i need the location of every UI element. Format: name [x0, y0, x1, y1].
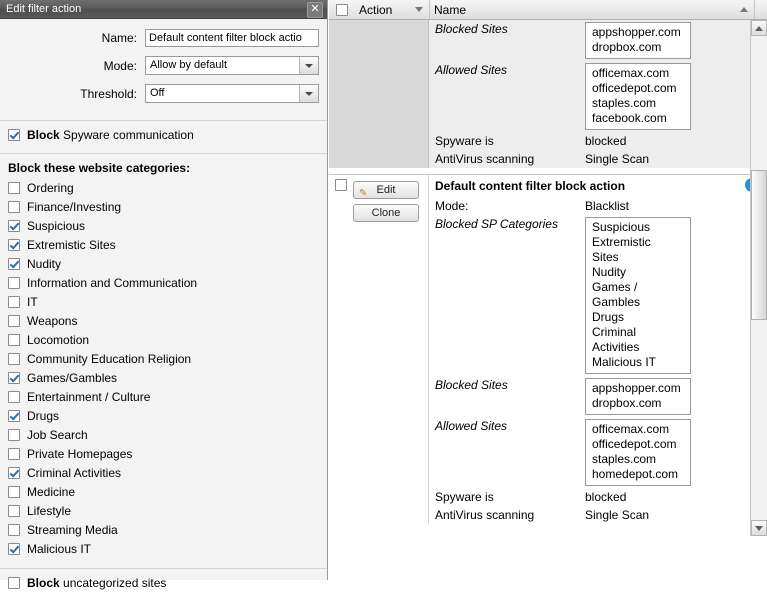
- field-label: Allowed Sites: [435, 63, 508, 77]
- name-row: [8, 29, 319, 47]
- column-header-name-label: Name: [434, 2, 467, 17]
- chevron-down-icon[interactable]: [299, 57, 318, 74]
- category-entry: Drugs: [592, 310, 625, 324]
- category-checkbox[interactable]: [8, 277, 20, 289]
- select-all-checkbox[interactable]: [329, 4, 355, 16]
- category-label: Nudity: [27, 256, 62, 271]
- field-label: Mode:: [435, 199, 469, 213]
- block-uncategorized-label: [27, 576, 166, 590]
- chevron-down-icon[interactable]: [299, 85, 318, 102]
- category-checkbox[interactable]: [8, 334, 20, 346]
- sort-ascending-icon[interactable]: [740, 7, 748, 12]
- block-spyware-checkbox[interactable]: [8, 129, 20, 141]
- field-label: Spyware is: [435, 490, 494, 504]
- field-value: [579, 61, 767, 132]
- category-label: Streaming Media: [27, 522, 118, 537]
- category-label: Private Homepages: [27, 446, 133, 461]
- field-value: Single Scan: [585, 152, 650, 166]
- category-checkbox[interactable]: [8, 296, 20, 308]
- dialog-form: [0, 19, 327, 116]
- threshold-row: [8, 84, 319, 103]
- block-spyware-bold: Block: [27, 128, 60, 142]
- detail-row-mode: [429, 197, 767, 215]
- row-select-checkbox[interactable]: [335, 179, 347, 191]
- table-row[interactable]: [329, 20, 767, 168]
- category-label: Lifestyle: [27, 503, 72, 518]
- detail-row-spyware: [429, 132, 767, 150]
- category-checkbox[interactable]: [8, 220, 20, 232]
- sites-box: [585, 63, 691, 130]
- category-row-drugs[interactable]: [8, 406, 327, 425]
- field-value: [579, 376, 767, 417]
- field-label: AntiVirus scanning: [435, 508, 535, 522]
- field-value: blocked: [585, 490, 627, 504]
- block-uncategorized-bold: Block: [27, 576, 60, 590]
- category-row-extremistic-sites[interactable]: [8, 235, 327, 254]
- mode-select-value: Allow by default: [150, 59, 228, 71]
- category-row-nudity[interactable]: [8, 254, 327, 273]
- category-row-criminal-activities[interactable]: [8, 463, 327, 482]
- category-entry: Malicious IT: [592, 355, 657, 369]
- category-row-malicious-it[interactable]: [8, 539, 327, 558]
- categories-heading: Block these website categories:: [8, 161, 191, 175]
- field-value: [579, 215, 767, 376]
- clone-button-label: Clone: [371, 207, 401, 219]
- category-row-ordering[interactable]: [8, 178, 327, 197]
- category-label: Games/Gambles: [27, 370, 118, 385]
- category-label: Locomotion: [27, 332, 90, 347]
- scrollbar-thumb[interactable]: [751, 170, 767, 320]
- category-checkbox[interactable]: [8, 486, 20, 498]
- category-checkbox[interactable]: [8, 182, 20, 194]
- category-checkbox[interactable]: [8, 372, 20, 384]
- category-checkbox[interactable]: [8, 448, 20, 460]
- site-entry: officemax.com: [592, 422, 670, 436]
- scroll-up-icon[interactable]: [751, 20, 767, 36]
- field-value: Single Scan: [585, 508, 650, 522]
- category-checkbox[interactable]: [8, 429, 20, 441]
- category-entry: Suspicious: [592, 220, 651, 234]
- dialog-titlebar: [0, 0, 327, 19]
- detail-row-title: [429, 175, 767, 197]
- name-label: Name:: [101, 31, 137, 45]
- category-row-private-homepages[interactable]: [8, 444, 327, 463]
- category-label: Entertainment / Culture: [27, 389, 151, 404]
- category-row-locomotion[interactable]: [8, 330, 327, 349]
- grid-header: [329, 0, 767, 20]
- category-label: Finance/Investing: [27, 199, 122, 214]
- site-entry: staples.com: [592, 452, 657, 466]
- select-all-box[interactable]: [336, 4, 348, 16]
- row-detail: [429, 175, 767, 524]
- category-entry: Gambles: [592, 295, 641, 309]
- category-row-medicine[interactable]: [8, 482, 327, 501]
- category-label: Job Search: [27, 427, 88, 442]
- block-spyware-row[interactable]: [0, 121, 327, 149]
- detail-row-antivirus: [429, 506, 767, 524]
- sites-box: [585, 22, 691, 59]
- category-row-job-search[interactable]: [8, 425, 327, 444]
- category-checkbox[interactable]: [8, 258, 20, 270]
- block-uncategorized-rest: uncategorized sites: [59, 576, 167, 590]
- category-row-suspicious[interactable]: [8, 216, 327, 235]
- category-entry: Extremistic: [592, 235, 651, 249]
- mode-select[interactable]: [145, 56, 319, 75]
- site-entry: officedepot.com: [592, 437, 677, 451]
- category-row-information-and-communication[interactable]: [8, 273, 327, 292]
- field-value: blocked: [585, 134, 627, 148]
- record-title-cell: [429, 175, 767, 197]
- mode-row: [8, 56, 319, 75]
- category-checkbox[interactable]: [8, 315, 20, 327]
- category-row-it[interactable]: [8, 292, 327, 311]
- field-value: [579, 20, 767, 61]
- category-entry: Criminal: [592, 325, 637, 339]
- category-checkbox[interactable]: [8, 239, 20, 251]
- field-label: AntiVirus scanning: [435, 152, 535, 166]
- detail-row-blocked-sites: [429, 376, 767, 417]
- category-label: Ordering: [27, 180, 74, 195]
- block-spyware-label: [27, 128, 194, 142]
- category-checkbox[interactable]: [8, 467, 20, 479]
- table-row-selected[interactable]: [329, 174, 767, 524]
- field-value: [579, 417, 767, 488]
- sort-descending-icon[interactable]: [415, 7, 423, 12]
- category-checkbox[interactable]: [8, 524, 20, 536]
- category-row-finance-investing[interactable]: [8, 197, 327, 216]
- dialog-title: Edit filter action: [6, 3, 82, 15]
- pencil-icon: ✎: [359, 188, 368, 199]
- category-entry: Nudity: [592, 265, 627, 279]
- block-spyware-rest: Spyware communication: [59, 128, 194, 142]
- site-entry: homedepot.com: [592, 467, 679, 481]
- detail-row-spyware: [429, 488, 767, 506]
- categories-box: [585, 217, 691, 374]
- site-entry: dropbox.com: [592, 396, 662, 410]
- category-label: Suspicious: [27, 218, 86, 233]
- filter-action-grid: [329, 0, 767, 580]
- category-row-community-education-religion[interactable]: [8, 349, 327, 368]
- row-gutter: [329, 20, 429, 168]
- vertical-scrollbar[interactable]: [750, 20, 767, 536]
- category-entry: Sites: [592, 250, 619, 264]
- column-header-action-label: Action: [359, 2, 393, 17]
- field-label: Spyware is: [435, 134, 494, 148]
- block-uncategorized-row[interactable]: [0, 569, 327, 597]
- category-label: Criminal Activities: [27, 465, 122, 480]
- category-label: Malicious IT: [27, 541, 92, 556]
- field-value: Blacklist: [585, 199, 630, 213]
- site-entry: dropbox.com: [592, 40, 662, 54]
- block-uncategorized-checkbox[interactable]: [8, 577, 20, 589]
- category-entry: Games /: [592, 280, 638, 294]
- category-label: Drugs: [27, 408, 60, 423]
- threshold-select-value: Off: [150, 87, 165, 99]
- row-detail: [429, 20, 767, 168]
- mode-label: Mode:: [103, 58, 137, 73]
- field-label: Allowed Sites: [435, 419, 508, 433]
- site-entry: officemax.com: [592, 66, 670, 80]
- sites-box: [585, 378, 691, 415]
- site-entry: officedepot.com: [592, 81, 677, 95]
- category-label: Medicine: [27, 484, 76, 499]
- detail-row-antivirus: [429, 150, 767, 168]
- category-checkbox[interactable]: [8, 353, 20, 365]
- category-row-lifestyle[interactable]: [8, 501, 327, 520]
- category-checkbox[interactable]: [8, 391, 20, 403]
- category-checkbox[interactable]: [8, 410, 20, 422]
- category-checkbox[interactable]: [8, 505, 20, 517]
- grid-body: [329, 20, 767, 536]
- threshold-label: Threshold:: [80, 86, 137, 101]
- site-entry: staples.com: [592, 96, 657, 110]
- category-label: Community Education Religion: [27, 351, 192, 366]
- detail-row-allowed-sites: [429, 417, 767, 488]
- sites-box: [585, 419, 691, 486]
- close-icon[interactable]: ✕: [307, 2, 323, 18]
- clone-button[interactable]: [353, 204, 419, 222]
- category-row-entertainment-culture[interactable]: [8, 387, 327, 406]
- row-gutter: [329, 175, 429, 524]
- field-label: Blocked Sites: [435, 22, 508, 36]
- threshold-select[interactable]: [145, 84, 319, 103]
- category-label: IT: [27, 294, 38, 309]
- site-entry: appshopper.com: [592, 381, 681, 395]
- site-entry: facebook.com: [592, 111, 667, 125]
- category-checkbox[interactable]: [8, 201, 20, 213]
- category-row-weapons[interactable]: [8, 311, 327, 330]
- detail-row-blocked-sites: [429, 20, 767, 61]
- category-label: Extremistic Sites: [27, 237, 116, 252]
- category-entry: Activities: [592, 340, 640, 354]
- field-label: Blocked Sites: [435, 378, 508, 392]
- category-label: Information and Communication: [27, 275, 198, 290]
- record-title: Default content filter block action: [435, 179, 626, 193]
- edit-button-label: Edit: [376, 184, 396, 196]
- category-row-games-gambles[interactable]: [8, 368, 327, 387]
- category-checkbox[interactable]: [8, 543, 20, 555]
- category-label: Weapons: [27, 313, 78, 328]
- field-label: Blocked SP Categories: [435, 217, 558, 231]
- column-header-action[interactable]: [355, 0, 430, 19]
- detail-row-blocked-categories: [429, 215, 767, 376]
- category-row-streaming-media[interactable]: [8, 520, 327, 539]
- column-header-name[interactable]: [430, 0, 755, 19]
- name-input[interactable]: [145, 29, 319, 47]
- grid-footer: [329, 535, 767, 580]
- edit-filter-action-dialog: [0, 0, 328, 590]
- detail-row-allowed-sites: [429, 61, 767, 132]
- scroll-down-icon[interactable]: [751, 520, 767, 536]
- site-entry: appshopper.com: [592, 25, 681, 39]
- edit-button[interactable]: [353, 181, 419, 199]
- category-list: [0, 178, 327, 558]
